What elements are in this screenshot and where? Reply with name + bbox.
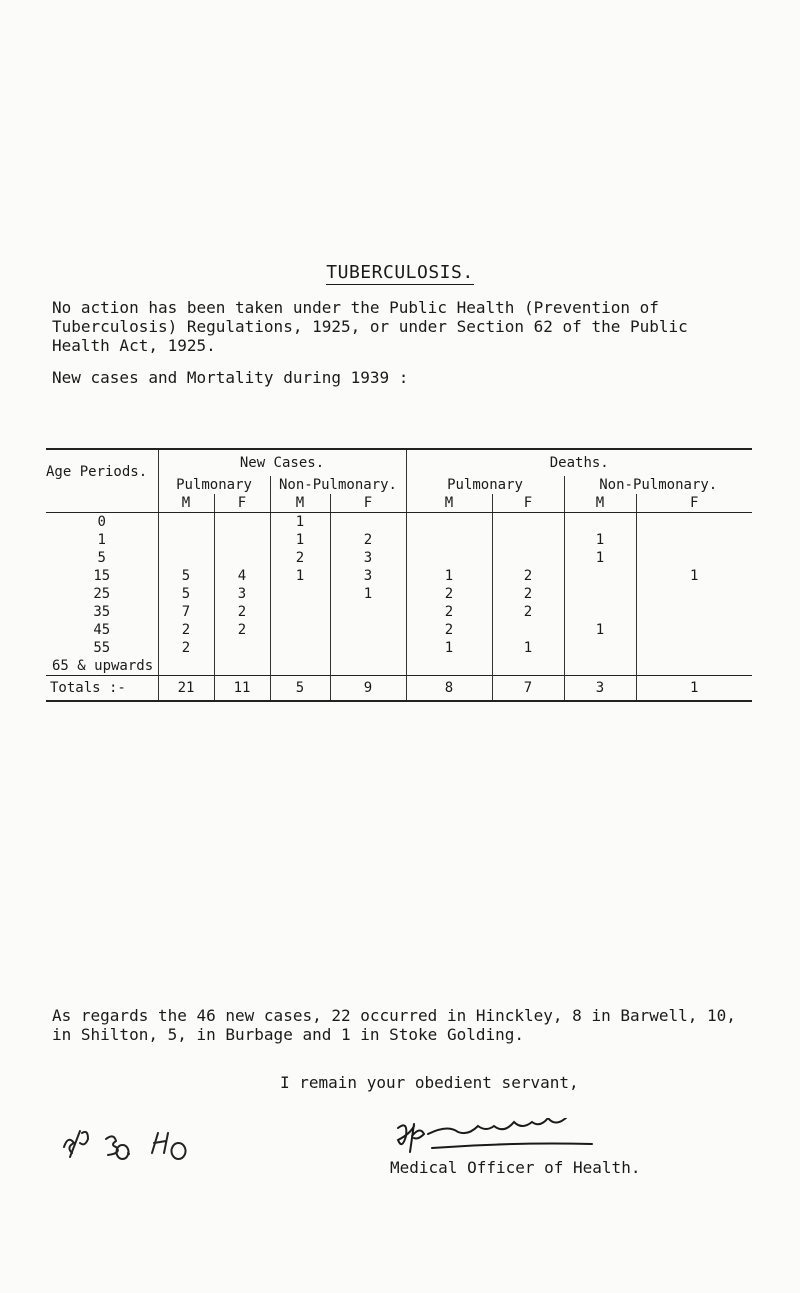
count-cell: 3 — [330, 549, 406, 567]
age-period-cell: 25 — [93, 586, 111, 602]
age-period-cell: 15 — [93, 568, 111, 584]
count-cell: 1 — [270, 567, 330, 585]
distribution-paragraph: As regards the 46 new cases, 22 occurred in Hinckley, 8 in Barwell, 10, in Shilton, 5, in Burbage and 1 in Stoke Golding. — [52, 1006, 736, 1044]
count-cell — [214, 639, 270, 657]
handwritten-date-image — [58, 1125, 208, 1161]
count-cell: 3 — [330, 567, 406, 585]
count-cell — [158, 549, 214, 567]
regulations-paragraph: No action has been taken under the Public Health (Prevention of Tuberculosis) Regulations, 1925, or under Section 62 of the Public Health Act, 1925. — [52, 298, 688, 355]
d-pulmonary-header: Pulmonary — [406, 476, 564, 494]
count-cell — [270, 621, 330, 639]
count-cell: 2 — [492, 603, 564, 621]
sex-m-header: M — [406, 494, 492, 513]
count-cell: 2 — [330, 531, 406, 549]
count-cell: 2 — [270, 549, 330, 567]
count-cell — [158, 657, 214, 676]
d-non-pulmonary-header: Non-Pulmonary. — [564, 476, 752, 494]
total-cell: 1 — [636, 676, 752, 702]
count-cell: 2 — [406, 621, 492, 639]
count-cell: 1 — [492, 639, 564, 657]
handwritten-date — [58, 1125, 208, 1167]
count-cell: 4 — [214, 567, 270, 585]
sex-m-header: M — [158, 494, 214, 513]
count-cell — [636, 585, 752, 603]
count-cell — [270, 657, 330, 676]
deaths-header: Deaths. — [406, 450, 752, 476]
total-cell: 8 — [406, 676, 492, 702]
count-cell — [492, 531, 564, 549]
total-cell: 11 — [214, 676, 270, 702]
age-period-cell: 5 — [97, 550, 106, 566]
count-cell — [270, 639, 330, 657]
total-cell: 7 — [492, 676, 564, 702]
age-period-cell: 55 — [93, 640, 111, 656]
table-row — [46, 639, 752, 657]
total-cell: 5 — [270, 676, 330, 702]
count-cell: 2 — [214, 621, 270, 639]
table-row — [46, 657, 752, 676]
count-cell — [270, 603, 330, 621]
count-cell — [214, 657, 270, 676]
new-cases-header: New Cases. — [158, 450, 406, 476]
table-row — [46, 621, 752, 639]
closing-line: I remain your obedient servant, — [280, 1073, 579, 1092]
count-cell — [636, 657, 752, 676]
sex-f-header: F — [492, 494, 564, 513]
table-row — [46, 585, 752, 603]
age-period-cell: 0 — [97, 514, 106, 530]
count-cell — [636, 549, 752, 567]
sex-f-header: F — [330, 494, 406, 513]
count-cell — [330, 621, 406, 639]
age-header: Age Periods. — [46, 464, 148, 480]
nc-non-pulmonary-header: Non-Pulmonary. — [270, 476, 406, 494]
count-cell: 5 — [158, 585, 214, 603]
count-cell: 2 — [492, 585, 564, 603]
count-cell: 1 — [636, 567, 752, 585]
count-cell — [406, 513, 492, 532]
count-cell: 3 — [214, 585, 270, 603]
count-cell — [636, 513, 752, 532]
table-row — [46, 549, 752, 567]
count-cell — [214, 549, 270, 567]
table-row — [46, 513, 752, 532]
count-cell: 1 — [406, 567, 492, 585]
count-cell — [492, 621, 564, 639]
nc-pulmonary-header: Pulmonary — [158, 476, 270, 494]
count-cell: 1 — [330, 585, 406, 603]
sex-m-header: M — [564, 494, 636, 513]
signature-image — [392, 1118, 622, 1162]
count-cell — [406, 531, 492, 549]
count-cell: 2 — [158, 621, 214, 639]
count-cell — [406, 657, 492, 676]
count-cell — [636, 603, 752, 621]
count-cell: 2 — [214, 603, 270, 621]
count-cell — [214, 513, 270, 532]
count-cell: 2 — [406, 585, 492, 603]
count-cell — [330, 603, 406, 621]
age-period-cell: 35 — [93, 604, 111, 620]
count-cell — [492, 513, 564, 532]
count-cell — [158, 513, 214, 532]
table-intro: New cases and Mortality during 1939 : — [52, 368, 409, 387]
count-cell — [492, 549, 564, 567]
signatory-title: Medical Officer of Health. — [390, 1158, 641, 1177]
count-cell — [564, 657, 636, 676]
count-cell: 1 — [270, 531, 330, 549]
count-cell — [564, 603, 636, 621]
count-cell: 2 — [406, 603, 492, 621]
table-row — [46, 567, 752, 585]
total-cell: 21 — [158, 676, 214, 702]
count-cell — [564, 639, 636, 657]
count-cell: 1 — [564, 531, 636, 549]
count-cell — [564, 585, 636, 603]
age-period-cell: 65 & upwards — [52, 658, 154, 674]
count-cell — [270, 585, 330, 603]
tuberculosis-table — [46, 448, 752, 702]
count-cell — [636, 621, 752, 639]
age-period-cell: 45 — [93, 622, 111, 638]
count-cell: 1 — [564, 621, 636, 639]
count-cell — [330, 639, 406, 657]
count-cell: 2 — [158, 639, 214, 657]
count-cell: 2 — [492, 567, 564, 585]
count-cell — [158, 531, 214, 549]
count-cell — [564, 567, 636, 585]
document-title: TUBERCULOSIS. — [326, 262, 474, 283]
count-cell — [492, 657, 564, 676]
sex-f-header: F — [636, 494, 752, 513]
age-period-cell: 1 — [97, 532, 106, 548]
count-cell: 1 — [564, 549, 636, 567]
count-cell — [564, 513, 636, 532]
sex-m-header: M — [270, 494, 330, 513]
count-cell — [636, 639, 752, 657]
total-cell: 9 — [330, 676, 406, 702]
count-cell: 5 — [158, 567, 214, 585]
count-cell — [214, 531, 270, 549]
count-cell — [636, 531, 752, 549]
count-cell — [330, 657, 406, 676]
count-cell — [330, 513, 406, 532]
count-cell — [406, 549, 492, 567]
totals-row — [46, 676, 752, 702]
total-cell: 3 — [564, 676, 636, 702]
count-cell: 1 — [270, 513, 330, 532]
totals-label: Totals :- — [46, 676, 158, 702]
count-cell: 1 — [406, 639, 492, 657]
count-cell: 7 — [158, 603, 214, 621]
table-row — [46, 531, 752, 549]
sex-f-header: F — [214, 494, 270, 513]
table-row — [46, 603, 752, 621]
